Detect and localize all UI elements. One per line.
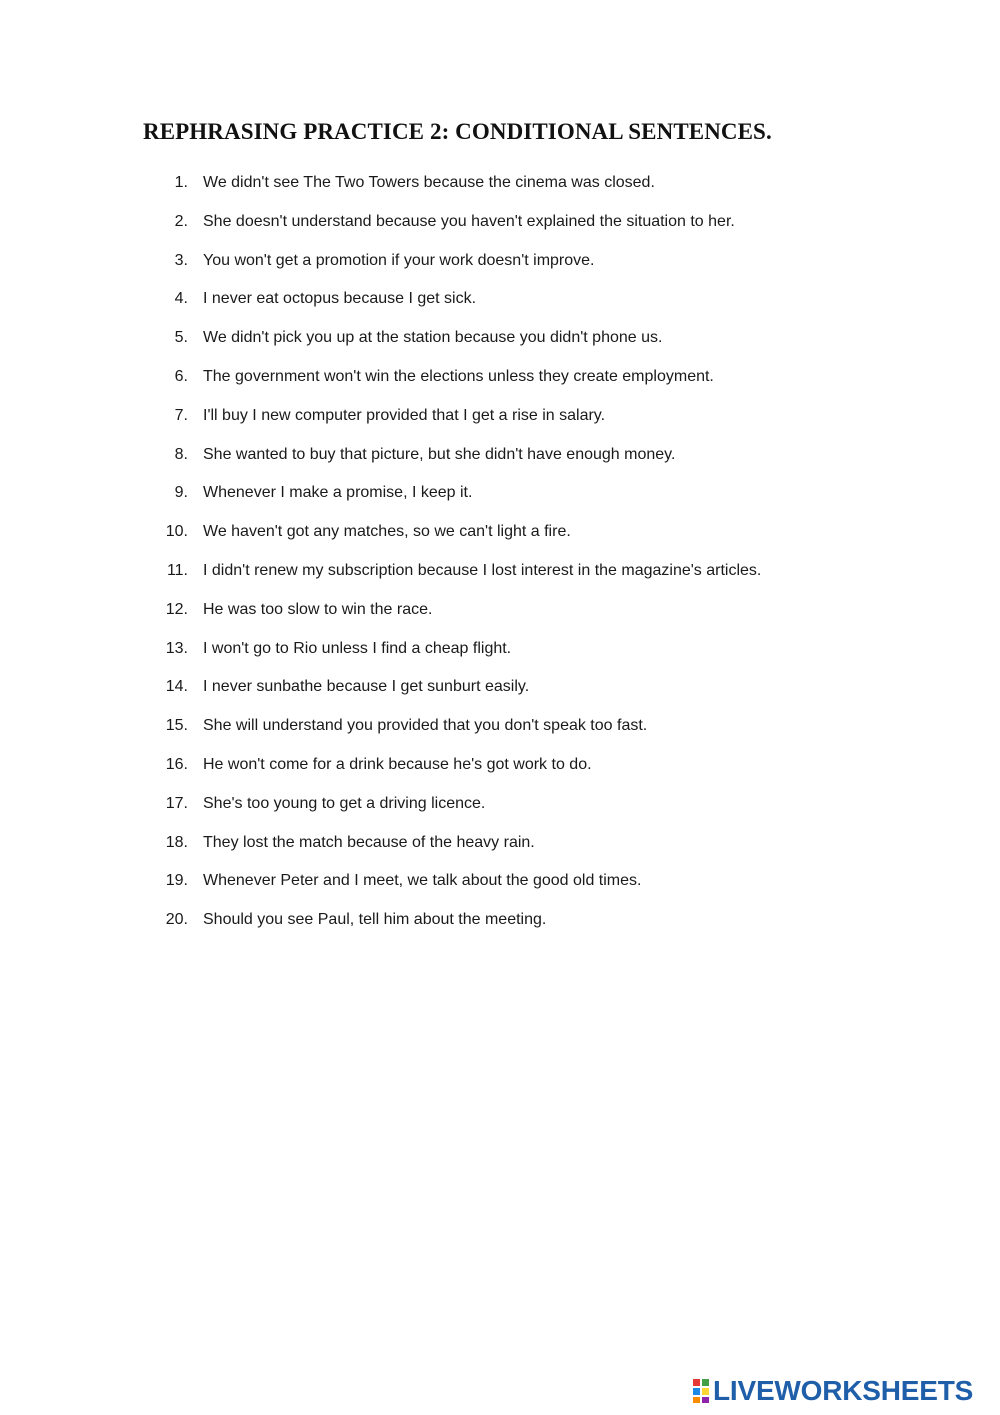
item-text: He won't come for a drink because he's got work to do. xyxy=(203,755,592,773)
item-number: 9. xyxy=(174,484,188,502)
item-number: 5. xyxy=(174,329,188,347)
item-number: 13. xyxy=(165,639,188,657)
item-text: I never sunbathe because I get sunburt easily. xyxy=(203,678,530,696)
item-text: She will understand you provided that you don't speak too fast. xyxy=(203,717,648,735)
item-number: 16. xyxy=(165,755,188,773)
item-number: 7. xyxy=(174,406,188,424)
item-text: He was too slow to win the race. xyxy=(203,600,433,618)
liveworksheets-logo-icon xyxy=(692,1378,710,1404)
item-text: She's too young to get a driving licence. xyxy=(203,794,486,812)
logo-tile xyxy=(701,1378,710,1387)
item-number: 2. xyxy=(174,212,188,230)
item-text: They lost the match because of the heavy rain. xyxy=(203,833,535,851)
item-text: The government won't win the elections unless they create employment. xyxy=(203,367,714,385)
item-number: 11. xyxy=(166,561,188,579)
item-text: I didn't renew my subscription because I lost interest in the magazine's articles. xyxy=(203,561,762,579)
item-text: She doesn't understand because you haven't explained the situation to her. xyxy=(203,212,735,230)
item-text: We haven't got any matches, so we can't light a fire. xyxy=(203,523,571,541)
item-text: I'll buy I new computer provided that I get a rise in salary. xyxy=(203,406,606,424)
item-number: 17. xyxy=(165,794,188,812)
item-number: 15. xyxy=(165,717,188,735)
item-number: 20. xyxy=(165,911,188,929)
item-text: We didn't see The Two Towers because the cinema was closed. xyxy=(203,174,655,191)
item-text: You won't get a promotion if your work doesn't improve. xyxy=(203,251,595,269)
page-title: REPHRASING PRACTICE 2: CONDITIONAL SENTENCES. xyxy=(143,119,772,144)
item-text: Whenever I make a promise, I keep it. xyxy=(203,484,473,502)
item-number: 3. xyxy=(174,251,188,269)
logo-text: LIVEWORKSHEETS xyxy=(713,1375,974,1406)
logo-tile xyxy=(701,1387,710,1396)
logo-tile xyxy=(692,1378,701,1387)
item-number: 8. xyxy=(174,445,188,463)
item-number: 1. xyxy=(174,174,188,191)
item-number: 18. xyxy=(165,833,188,851)
logo-tile xyxy=(701,1396,710,1404)
item-text: Whenever Peter and I meet, we talk about the good old times. xyxy=(203,872,642,890)
logo-tile xyxy=(692,1396,701,1404)
item-text: We didn't pick you up at the station because you didn't phone us. xyxy=(203,329,663,347)
liveworksheets-logo[interactable] xyxy=(692,1374,973,1408)
item-text: She wanted to buy that picture, but she didn't have enough money. xyxy=(203,445,676,463)
item-number: 6. xyxy=(174,367,188,385)
item-text: I won't go to Rio unless I find a cheap flight. xyxy=(203,639,512,657)
item-text: Should you see Paul, tell him about the meeting. xyxy=(203,911,547,929)
item-number: 10. xyxy=(165,523,188,541)
item-text: I never eat octopus because I get sick. xyxy=(203,290,477,308)
item-number: 19. xyxy=(165,872,188,890)
item-number: 14. xyxy=(165,678,188,696)
item-number: 4. xyxy=(174,290,188,308)
logo-tile xyxy=(692,1387,701,1396)
item-number: 12. xyxy=(165,600,188,618)
